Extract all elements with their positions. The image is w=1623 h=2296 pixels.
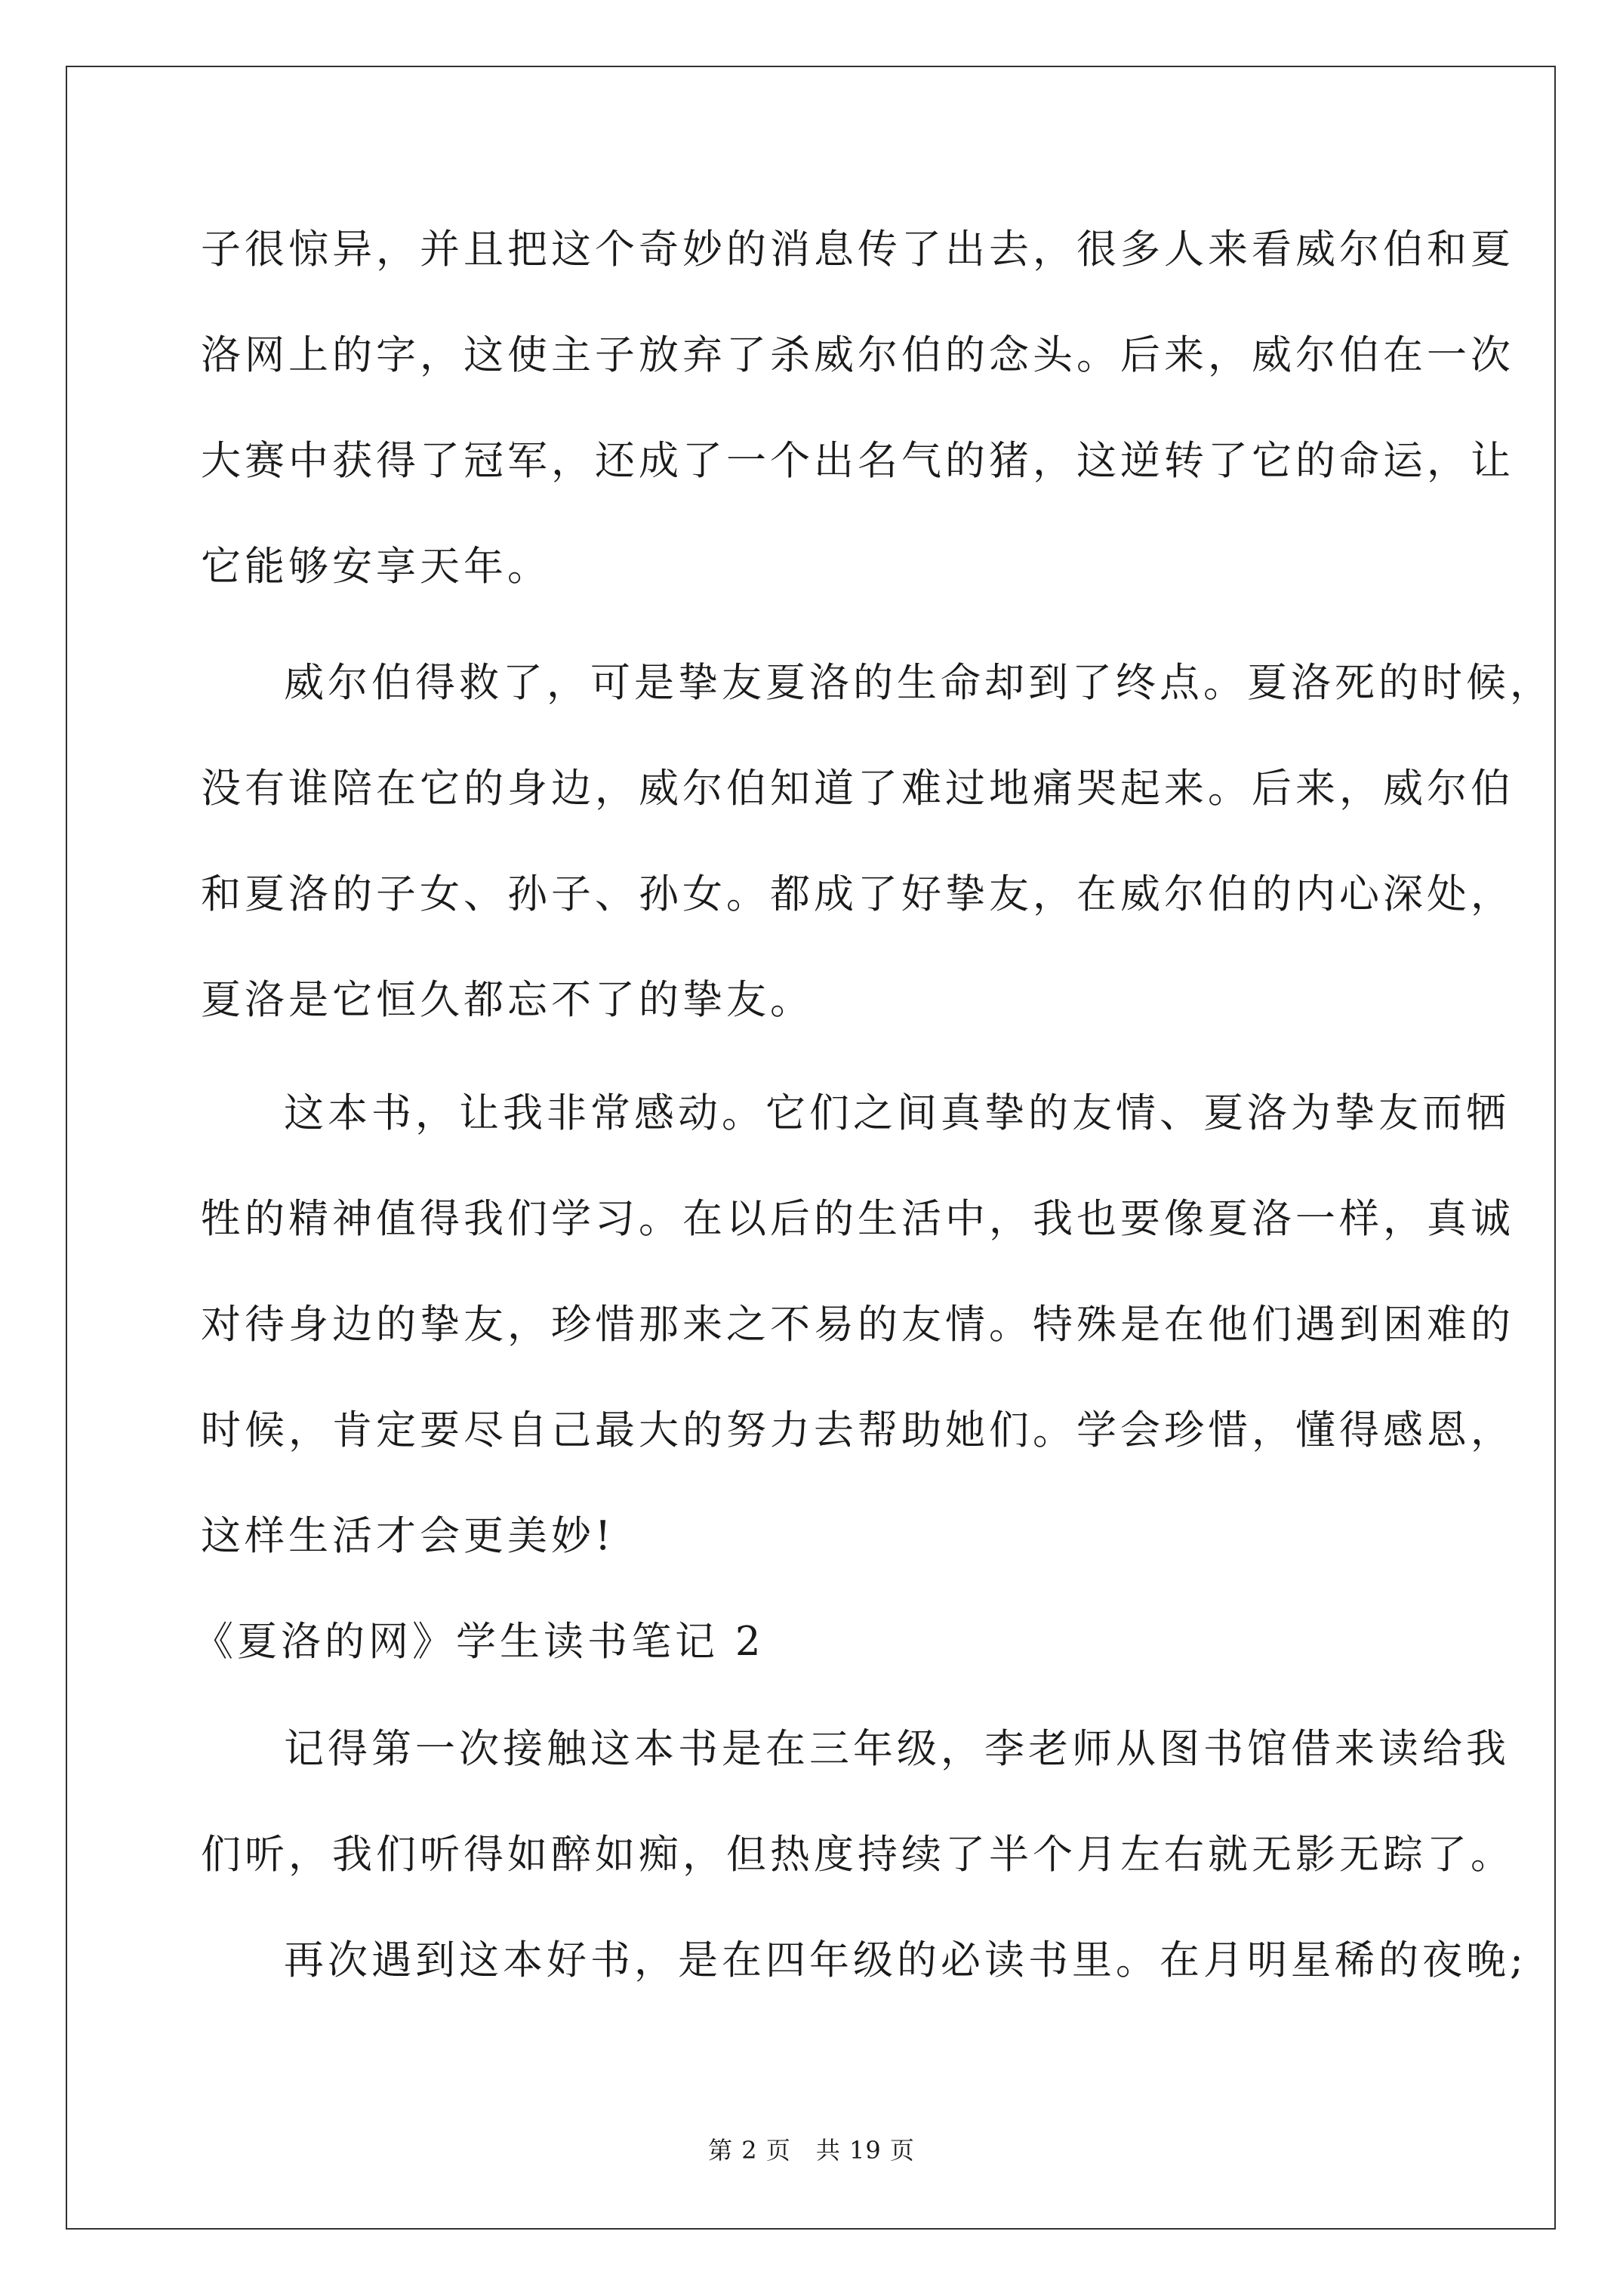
body-line: 洛网上的字，这使主子放弃了杀威尔伯的念头。后来，威尔伯在一次 xyxy=(201,332,1514,378)
body-line: 子很惊异，并且把这个奇妙的消息传了出去，很多人来看威尔伯和夏 xyxy=(201,227,1514,273)
body-line: 对待身边的挚友，珍惜那来之不易的友情。特殊是在他们遇到困难的 xyxy=(201,1302,1514,1348)
body-line: 这样生活才会更美妙! xyxy=(201,1513,615,1559)
page-number: 第 2 页 共 19 页 xyxy=(708,2136,915,2165)
body-line: 和夏洛的子女、孙子、孙女。都成了好挚友，在威尔伯的内心深处， xyxy=(201,871,1514,917)
body-line: 时候，肯定要尽自己最大的努力去帮助她们。学会珍惜，懂得感恩， xyxy=(201,1407,1514,1453)
page-border xyxy=(66,66,1556,2230)
body-line: 大赛中获得了冠军，还成了一个出名气的猪，这逆转了它的命运，让 xyxy=(201,438,1514,484)
body-line: 这本书，让我非常感动。它们之间真挚的友情、夏洛为挚友而牺 xyxy=(284,1090,1510,1136)
body-line: 们听，我们听得如醉如痴，但热度持续了半个月左右就无影无踪了。 xyxy=(201,1832,1514,1878)
body-line: 再次遇到这本好书，是在四年级的必读书里。在月明星稀的夜晚; xyxy=(284,1937,1527,1983)
section-heading: 《夏洛的网》学生读书笔记 2 xyxy=(193,1619,765,1665)
body-line: 记得第一次接触这本书是在三年级，李老师从图书馆借来读给我 xyxy=(284,1726,1510,1772)
body-line: 牲的精神值得我们学习。在以后的生活中，我也要像夏洛一样，真诚 xyxy=(201,1196,1514,1242)
body-line: 没有谁陪在它的身边，威尔伯知道了难过地痛哭起来。后来，威尔伯 xyxy=(201,766,1514,812)
body-line: 它能够安享天年。 xyxy=(201,544,551,590)
body-line: 夏洛是它恒久都忘不了的挚友。 xyxy=(201,977,814,1023)
body-line: 威尔伯得救了，可是挚友夏洛的生命却到了终点。夏洛死的时候， xyxy=(284,660,1554,706)
